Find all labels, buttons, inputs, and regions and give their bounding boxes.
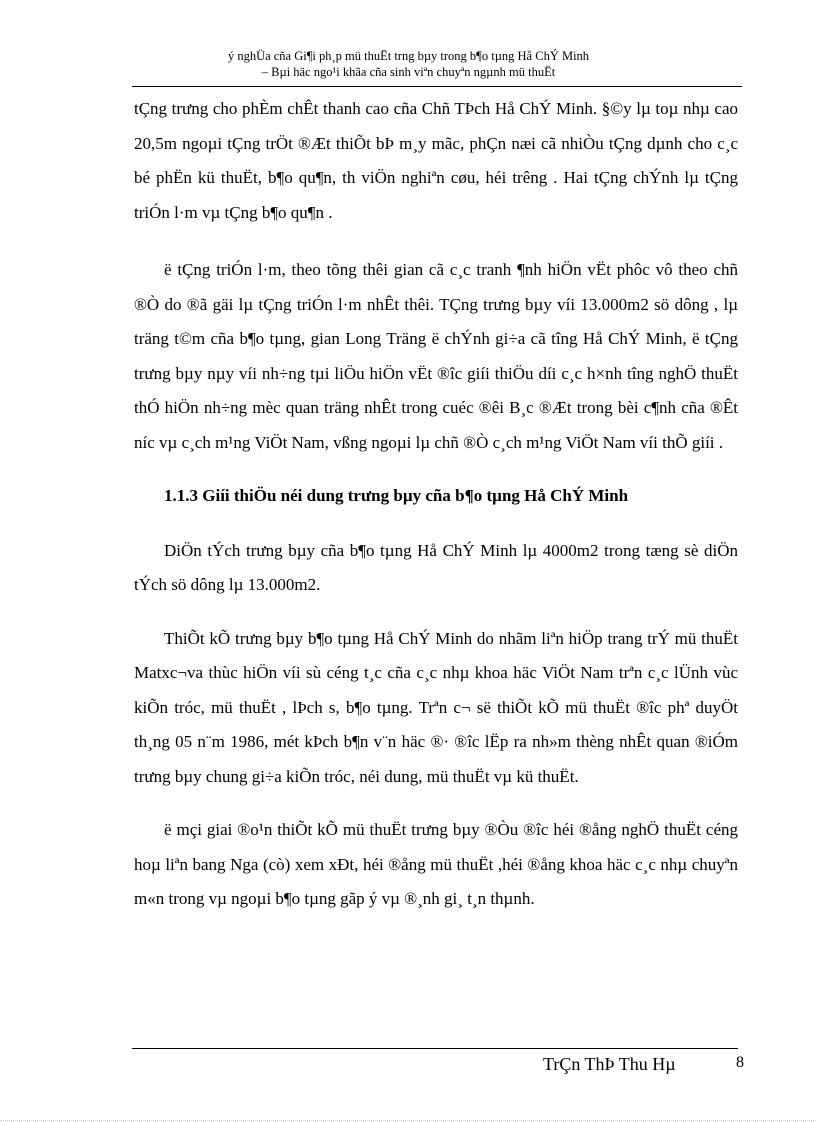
header-title-line-1: ý nghÜa cña Gi¶i ph¸p mü thuËt trng bµy trong b¶o tµng Hå ChÝ Minh — [227, 49, 590, 63]
document-body — [134, 92, 738, 936]
header-divider — [132, 86, 742, 87]
paragraph-5: ë mçi giai ®o¹n thiÕt kÕ mü thuËt trưng bµy ®Òu ®îc héi ®ång nghÖ thuËt céng hoµ liªn bang Nga (cò) xem xÐt, héi ®ång mü thuËt ,héi ®ång khoa häc c¸c nhµ chuyªn m«n trong vµ ngoµi b¶o tµng gãp ý vµ ®¸nh gi¸ t¸n thµnh. — [134, 820, 738, 908]
footer-divider — [132, 1048, 738, 1049]
page-bottom-edge — [0, 1120, 816, 1121]
page-number: 8 — [736, 1054, 744, 1071]
section-heading: 1.1.3 Giíi thiÖu néi dung trưng bµy cña b¶o tµng Hå ChÝ Minh — [164, 486, 629, 505]
paragraph-4: ThiÕt kÕ trưng bµy b¶o tµng Hå ChÝ Minh do nhãm liªn hiÖp trang trÝ mü thuËt Matxc¬va thùc hiÖn víi sù céng t¸c cña c¸c nhµ khoa häc ViÖt Nam trªn c¸c lÜnh vùc kiÕn tróc, mü thuËt , lÞch s, b¶o tµng. Trªn c¬ së thiÕt kÕ mü thuËt ®îc phª duyÖt th¸ng 05 n¨m 1986, mét kÞch b¶n v¨n häc ®· ®îc lËp ra nh»m thèng nhÊt quan ®iÓm trưng bµy chung gi÷a kiÕn tróc, néi dung, mü thuËt vµ kü thuËt. — [134, 628, 738, 786]
page-header — [132, 48, 685, 80]
paragraph-2: ë tÇng triÓn l·m, theo tõng thêi gian cã c¸c tranh ¶nh hiÖn vËt phôc vô theo chñ ®Ò do ®ã gäi lµ tÇng triÓn l·m nhÊt thêi. TÇng trưng bµy víi 13.000m2 sö dông , lµ träng t©m cña b¶o tµng, gian Long Träng ë chÝnh gi÷a cã tîng Hå ChÝ Minh, ë tÇng trưng bµy nµy víi nh÷ng tµi liÖu hiÖn vËt ®îc giíi thiÖu díi c¸c h×nh tîng nghÖ thuËt thÓ hiÖn nh÷ng mèc quan träng nhÊt trong cuéc ®êi B¸c ®Æt trong bèi c¶nh cña ®Êt níc vµ c¸ch m¹ng ViÖt Nam, vßng ngoµi lµ chñ ®Ò c¸ch m¹ng ViÖt Nam víi thÕ giíi . — [134, 260, 738, 452]
footer-author: TrÇn ThÞ Thu Hµ — [543, 1054, 676, 1074]
header-title-line-2: – Bµi häc ngo¹i khãa cña sinh viªn chuyªn ngµnh mü thuËt — [261, 65, 556, 79]
paragraph-3: DiÖn tÝch trưng bµy cña b¶o tµng Hå ChÝ Minh lµ 4000m2 trong tæng sè diÖn tÝch sö dông lµ 13.000m2. — [134, 540, 738, 594]
paragraph-1: tÇng trưng cho phÈm chÊt thanh cao cña Chñ TÞch Hå ChÝ Minh. §©y lµ toµ nhµ cao 20,5m ngoµi tÇng trÖt ®Æt thiÕt bÞ m¸y mãc, phÇn næi cã nhiÒu tÇng dµnh cho c¸c bé phËn kü thuËt, b¶o qu¶n, th viÖn nghiªn cøu, héi trêng . Hai tÇng chÝnh lµ tÇng triÓn l·m vµ tÇng b¶o qu¶n . — [134, 99, 738, 222]
